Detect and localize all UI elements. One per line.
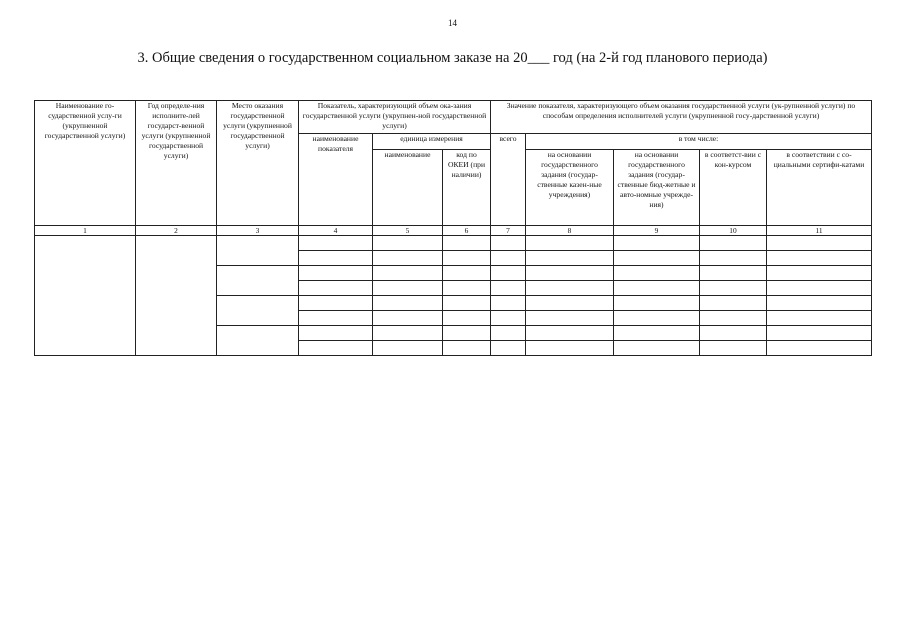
table-cell — [491, 296, 526, 311]
table-cell — [526, 326, 614, 341]
header-by-contest: в соответст-вии с кон-курсом — [700, 150, 767, 226]
table-cell — [526, 341, 614, 356]
header-state-assignment-gov: на основании государственного задания (государ-ственные казен-ные учреждения) — [526, 150, 614, 226]
table-cell — [373, 296, 443, 311]
column-number: 8 — [526, 226, 614, 236]
table-cell — [443, 296, 491, 311]
column-number: 1 — [35, 226, 136, 236]
table-cell — [767, 236, 872, 251]
table-cell — [700, 296, 767, 311]
table-cell — [443, 236, 491, 251]
table-cell — [700, 311, 767, 326]
table-cell — [767, 251, 872, 266]
table-cell — [491, 251, 526, 266]
column-number: 4 — [299, 226, 373, 236]
table-row — [35, 236, 872, 251]
column-number: 7 — [491, 226, 526, 236]
table-cell — [299, 296, 373, 311]
table-cell — [767, 311, 872, 326]
table-cell — [443, 311, 491, 326]
table-cell — [373, 266, 443, 281]
table-cell — [299, 341, 373, 356]
header-service-name: Наименование го-сударственной услу-ги (укрупненной государственной услуги) — [35, 101, 136, 226]
table-cell — [373, 341, 443, 356]
table-cell — [700, 281, 767, 296]
table-cell — [443, 281, 491, 296]
table-cell — [491, 311, 526, 326]
table-cell — [373, 236, 443, 251]
table-cell — [443, 251, 491, 266]
table-cell — [299, 251, 373, 266]
column-number: 5 — [373, 226, 443, 236]
table-cell — [526, 281, 614, 296]
column-number: 9 — [614, 226, 700, 236]
header-unit-name: наименование — [373, 150, 443, 226]
table-cell — [299, 311, 373, 326]
table-cell — [526, 251, 614, 266]
table-cell — [767, 266, 872, 281]
table-cell — [491, 341, 526, 356]
header-year: Год определе-ния исполните-лей государст-венной услуги (укрупненной государственной услуги) — [136, 101, 217, 226]
cell-place-empty — [217, 326, 299, 356]
table-cell — [491, 236, 526, 251]
table-cell — [299, 281, 373, 296]
table-cell — [526, 236, 614, 251]
header-including: в том числе: — [526, 134, 872, 150]
header-indicator-name: наименование показателя — [299, 134, 373, 226]
column-number: 11 — [767, 226, 872, 236]
table-cell — [373, 326, 443, 341]
table-cell — [491, 326, 526, 341]
column-number: 10 — [700, 226, 767, 236]
header-state-assignment-budget: на основании государственного задания (государ-ственные бюд-жетные и авто-номные учрежде-ния) — [614, 150, 700, 226]
table-cell — [373, 251, 443, 266]
table-cell — [700, 236, 767, 251]
table-cell — [700, 251, 767, 266]
table-cell — [614, 251, 700, 266]
header-unit: единица измерения — [373, 134, 491, 150]
table-cell — [767, 326, 872, 341]
cell-place-empty — [217, 266, 299, 296]
table-cell — [700, 266, 767, 281]
cell-place-empty — [217, 296, 299, 326]
table-cell — [767, 281, 872, 296]
cell-year-empty — [136, 236, 217, 356]
header-by-certificates: в соответствии с со-циальными сертифи-катами — [767, 150, 872, 226]
table-cell — [443, 341, 491, 356]
table-cell — [443, 266, 491, 281]
cell-place-empty — [217, 236, 299, 266]
table-cell — [614, 341, 700, 356]
table-cell — [614, 296, 700, 311]
column-number: 6 — [443, 226, 491, 236]
table-cell — [526, 296, 614, 311]
table-cell — [299, 326, 373, 341]
section-title: 3. Общие сведения о государственном социальном заказе на 20___ год (на 2-й год планового периода) — [137, 50, 768, 66]
social-order-table — [34, 100, 872, 356]
table-cell — [700, 326, 767, 341]
header-value-group: Значение показателя, характеризующего объем оказания государственной услуги (ук-рупненной услуги) по способам определения исполнителей услуги (укрупненной госу-дарственной услуги) — [491, 101, 872, 134]
table-cell — [299, 266, 373, 281]
table-cell — [614, 281, 700, 296]
table-cell — [526, 266, 614, 281]
table-cell — [614, 266, 700, 281]
table-cell — [443, 326, 491, 341]
page-number: 14 — [448, 18, 457, 28]
table-cell — [373, 311, 443, 326]
column-numbers-row — [35, 226, 872, 236]
header-total: всего — [491, 134, 526, 226]
header-place: Место оказания государственной услуги (укрупненной государственной услуги) — [217, 101, 299, 226]
column-number: 3 — [217, 226, 299, 236]
column-number: 2 — [136, 226, 217, 236]
table-cell — [767, 296, 872, 311]
table-cell — [614, 311, 700, 326]
table-cell — [491, 281, 526, 296]
table-cell — [373, 281, 443, 296]
header-okei-code: код по ОКЕИ (при наличии) — [443, 150, 491, 226]
table-cell — [299, 236, 373, 251]
cell-service-name-empty — [35, 236, 136, 356]
header-indicator-group: Показатель, характеризующий объем ока-зания государственной услуги (укрупнен-ной государственной услуги) — [299, 101, 491, 134]
table-cell — [614, 236, 700, 251]
table-cell — [491, 266, 526, 281]
table-cell — [700, 341, 767, 356]
table-cell — [767, 341, 872, 356]
table-cell — [526, 311, 614, 326]
table-cell — [614, 326, 700, 341]
